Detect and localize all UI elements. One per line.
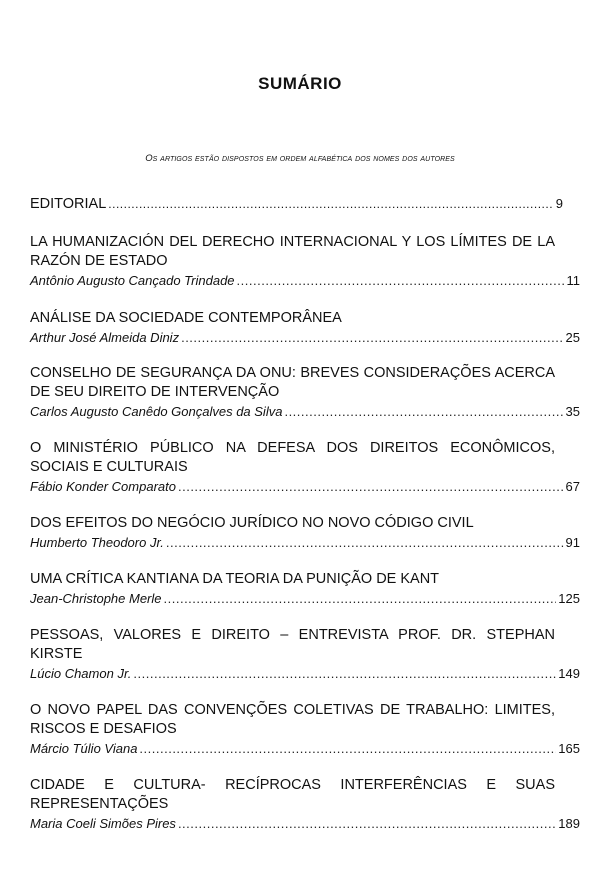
article-title: CIDADE E CULTURA- RECÍPROCAS INTERFERÊNCIAS E SUAS REPRESENTAÇÕES xyxy=(30,777,555,812)
article-title: O MINISTÉRIO PÚBLICO NA DEFESA DOS DIREITOS ECONÔMICOS, SOCIAIS E CULTURAIS xyxy=(30,440,555,475)
article-title: CONSELHO DE SEGURANÇA DA ONU: BREVES CONSIDERAÇÕES ACERCA DE SEU DIREITO DE INTERVENÇÃO xyxy=(30,365,555,400)
page-number: 25 xyxy=(565,330,580,345)
article-author: Carlos Augusto Canêdo Gonçalves da Silva xyxy=(30,404,283,419)
page-number: 149 xyxy=(558,666,580,681)
toc-entry-editorial[interactable] xyxy=(30,196,580,212)
dot-leader xyxy=(181,329,563,346)
page-number: 35 xyxy=(565,404,580,419)
ordering-note: Os artigos estão dispostos em ordem alfabética dos nomes dos autores xyxy=(145,153,455,164)
article-author: Fábio Konder Comparato xyxy=(30,479,176,494)
dot-leader xyxy=(166,534,564,551)
toc-entry[interactable] xyxy=(30,626,580,682)
page-number: 125 xyxy=(558,591,580,606)
article-author: Humberto Theodoro Jr. xyxy=(30,535,164,550)
article-author: Márcio Túlio Viana xyxy=(30,741,138,756)
article-title: DOS EFEITOS DO NEGÓCIO JURÍDICO NO NOVO CÓDIGO CIVIL xyxy=(30,515,474,531)
article-title: O NOVO PAPEL DAS CONVENÇÕES COLETIVAS DE TRABALHO: LIMITES, RISCOS E DESAFIOS xyxy=(30,702,555,737)
toc-entry[interactable] xyxy=(30,439,580,495)
page-number: 67 xyxy=(565,479,580,494)
article-author: Jean-Christophe Merle xyxy=(30,591,162,606)
article-title: LA HUMANIZACIÓN DEL DERECHO INTERNACIONAL Y LOS LÍMITES DE LA RAZÓN DE ESTADO xyxy=(30,234,555,269)
article-author: Maria Coeli Simões Pires xyxy=(30,816,176,831)
dot-leader xyxy=(133,665,556,682)
page-number: 91 xyxy=(565,535,580,550)
page-title: SUMÁRIO xyxy=(258,74,342,93)
toc-entry[interactable] xyxy=(30,364,580,420)
dot-leader xyxy=(178,815,556,832)
article-title: ANÁLISE DA SOCIEDADE CONTEMPORÂNEA xyxy=(30,310,342,326)
toc-entry[interactable] xyxy=(30,233,580,289)
toc-entry[interactable] xyxy=(30,776,580,832)
editorial-label: EDITORIAL xyxy=(30,196,107,212)
dot-leader xyxy=(237,272,565,289)
dot-leader xyxy=(164,590,557,607)
dot-leader xyxy=(178,478,564,495)
article-title: PESSOAS, VALORES E DIREITO – ENTREVISTA PROF. DR. STEPHAN KIRSTE xyxy=(30,627,555,662)
page-number: 165 xyxy=(558,741,580,756)
article-author: Lúcio Chamon Jr. xyxy=(30,666,132,681)
toc-entry[interactable] xyxy=(30,570,580,607)
dot-leader xyxy=(139,740,556,757)
page-number: 189 xyxy=(558,816,580,831)
toc-entry[interactable] xyxy=(30,309,580,346)
article-title: UMA CRÍTICA KANTIANA DA TEORIA DA PUNIÇÃO DE KANT xyxy=(30,571,440,587)
dot-leader xyxy=(284,403,563,420)
page-number: 9 xyxy=(555,196,563,211)
article-author: Arthur José Almeida Diniz xyxy=(30,330,180,345)
toc-entry[interactable] xyxy=(30,701,580,757)
article-author: Antônio Augusto Cançado Trindade xyxy=(30,273,235,288)
toc-entry[interactable] xyxy=(30,514,580,551)
dot-leader xyxy=(108,197,553,211)
page-number: 11 xyxy=(566,273,580,288)
